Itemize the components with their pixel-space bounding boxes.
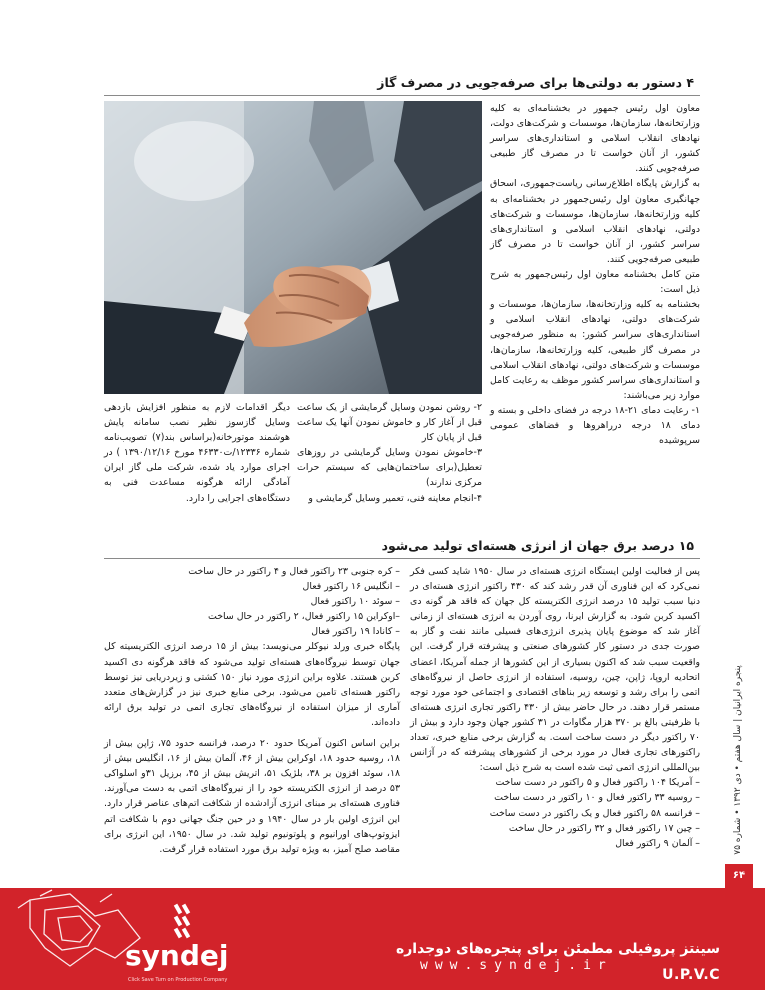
article2-title: ۱۵ درصد برق جهان از انرژی هسته‌ای تولید می‌شود: [381, 537, 694, 553]
ad-slogan-fa: سینتز پروفیلی مطمئن برای پنجره‌های دوجداره: [395, 941, 720, 957]
list-item: – سوئد ۱۰ راکتور فعال: [310, 596, 400, 608]
list-item: –اوکراین ۱۵ راکتور فعال، ۲ راکتور در حال ساخت: [208, 611, 400, 623]
article2-left-para: پایگاه خبری ورلد نیوکلر می‌نویسد: بیش از ۱۵ درصد انرژی الکتریسیته کل جهان توسط نیروگاه‌های هسته‌ای تولید می‌شود که فاقد هرگونه دی اکسید کربن هستند. علاوه براین انرژی مورد نیاز ۱۵۰ کشتی و زیردریایی نیز توسط راکتور هسته‌ای تامین می‌شود. برخی منابع خبری نیز در گزارش‌های متعدد آماری از میزان استفاده از نیروگاه‌های تجاری اتمی در تولید برق ارائه داده‌اند.: [104, 641, 400, 728]
article1-right-para: متن کامل بخشنامه معاون اول رئیس‌جمهور به شرح ذیل است:: [490, 269, 700, 296]
page-number: ۶۴: [725, 864, 753, 888]
article1-mid-para: ۳-خاموش نمودن وسایل گرمایشی در روزهای تعطیل(برای ساختمان‌هایی که سیستم حرات مرکزی ندارند): [297, 447, 482, 489]
article1-right-para: ۱- رعایت دمای ۲۱-۱۸ درجه در فضای داخلی و بسته و دمای ۱۸ درجه درراهروها و فضاهای عمومی سرپوشیده: [490, 404, 701, 447]
list-item: – چین ۱۷ راکتور فعال و ۳۲ راکتور در حال ساخت: [508, 822, 700, 834]
list-item: – آمریکا ۱۰۴ راکتور فعال و ۵ راکتور در دست ساخت: [495, 777, 700, 789]
title-divider: [104, 558, 700, 559]
title-divider: [104, 95, 700, 96]
article1-mid-para: ۴-انجام معاینه فنی، تعمیر وسایل گرمایشی و: [308, 492, 482, 504]
article1-left-column: [104, 400, 290, 518]
article1-right-para: به گزارش پایگاه اطلاع‌رسانی ریاست‌جمهوری، اسحاق جهانگیری معاون اول رئیس‌جمهور در بخشنامه‌ای به کلیه وزارتخانه‌ها، سازمان‌ها، موسسات و شرکت‌های دولتی، نهادهای انقلاب اسلامی و استانداری‌های سراسر کشور، از آنان خواست تا در مصرف گاز طبیعی صرفه‌جویی کنند.: [490, 178, 700, 265]
list-item: – کانادا ۱۹ راکتور فعال: [311, 626, 400, 638]
article2-left-column: [104, 564, 400, 882]
syndej-logo: syndej: [125, 939, 229, 972]
article1-right-column: [490, 101, 700, 521]
article1-left-para: دیگر اقدامات لازم به منظور افزایش بازدهی وسایل گازسوز نظیر نصب سامانه پایش هوشمند موتورخانه(براساس بند(۷) تصویب‌نامه شماره ۱۲۳۳۶/ت۴۶۳۳۰ مورخ ۱۳۹۰/۱۲/۱۶ ) در اجرای موارد یاد شده، شرکت ملی گاز ایران آمادگی ارائه هرگونه مساعدت فنی به دستگاه‌های اجرایی را دارد.: [104, 402, 291, 504]
handshake-photo: [104, 101, 482, 394]
list-item: – انگلیس ۱۶ راکتور فعال: [302, 581, 400, 593]
article1-title-bar: [377, 70, 700, 94]
ad-tagline: Click Save Turn on Production Company: [128, 977, 228, 983]
publication-info: پنجره ایرانیان | سال هفتم • دی ۱۳۹۲ • شماره ۷۵: [733, 665, 743, 855]
article2-right-para: پس از فعالیت اولین ایستگاه انرژی هسته‌ای در سال ۱۹۵۰ شاید کسی فکر نمی‌کرد که این فناوری آن قدر رشد کند که ۴۳۰ راکتور انرژی هسته‌ای در دنیا سبب تولید ۱۵ درصد انرژی الکتریسته کل جهان که فاقد هر گونه دی اکسید کربن شود. به گزارش ایرنا، روی آوردن به انرژی هسته‌ای از زمانی آغاز شد که موضوع پایان پذیری انرژی‌های فسیلی مانند نفت و گاز به صورت جدی در دستور کار کشورهای صنعتی و پیشرفته قرار گرفت. این واقعیت سبب شد که اکنون بسیاری از این کشورها از جمله آمریکا، اعضای اتحادیه اروپا، ژاپن، چین، روسیه، استفاده از انرژی حاصل از نیروگاه‌های اتمی را برای رشد و توسعه زیر بناهای اقتصادی و اجتماعی خود مورد توجه مستمر قرار دهند. در حال حاضر بیش از ۴۳۰ راکتور تجاری انرژی هسته‌ای با ظرفیتی بالغ بر ۳۷۰ هزار مگاوات در ۳۱ کشور جهان وجود دارد و بیش از ۷۰ راکتور دیگر در دست ساخت است. به گزارش برخی منابع خبری، تعداد راکتورهای تجاری فعال در مورد برخی از کشورهای پیشرفته که در آژانس بین‌المللی انرژی اتمی ثبت شده است به شرح ذیل است:: [410, 566, 701, 774]
article1-title: ۴ دستور به دولتی‌ها برای صرفه‌جویی در مصرف گاز: [377, 74, 694, 90]
article1-right-para: معاون اول رئیس جمهور در بخشنامه‌ای به کلیه وزارتخانه‌ها، سازمان‌ها، موسسات و شرکت‌های دولت، نهادهای انقلاب اسلامی و استانداری‌های سراسر کشور، از آنان خواست تا در مصرف گاز طبیعی صرفه‌جویی کنند.: [490, 103, 700, 175]
publication-sidebar: [727, 660, 749, 860]
list-item: – فرانسه ۵۸ راکتور فعال و یک راکتور در دست ساخت: [489, 807, 700, 819]
article2-right-column: [410, 564, 700, 882]
list-item: – آلمان ۹ راکتور فعال: [615, 837, 700, 849]
article1-middle-column: [297, 400, 482, 518]
article1-mid-para: ۲- روشن نمودن وسایل گرمایشی از یک ساعت قبل از آغاز کار و خاموش نمودن آنها یک ساعت قبل از پایان کار: [297, 402, 482, 444]
article2-title-bar: [381, 533, 700, 557]
ad-url-link[interactable]: www.syndej.ir: [420, 958, 613, 973]
ad-slogan-upvc: U.P.V.C: [662, 967, 720, 983]
article1-right-para: بخشنامه به کلیه وزارتخانه‌ها، سازمان‌ها، موسسات و شرکت‌های دولتی، نهادهای انقلاب اسلامی و استانداری‌های سراسر کشور: به منظور صرفه‌جویی در مصرف گاز طبیعی، کلیه وزارتخانه‌ها، سازمان‌ها، موسسات و شرکت‌های دولتی، نهادهای انقلاب اسلامی و استانداری‌های سراسر کشور موظف به رعایت کامل موارد زیر می‌باشند:: [490, 299, 700, 401]
article2-left-para: براین اساس اکنون آمریکا حدود ۲۰ درصد، فرانسه حدود ۷۵، ژاپن بیش از ۱۸، روسیه حدود ۱۸، اوکراین بیش از ۴۶، آلمان بیش از ۱۶، انگلیس بیش از ۱۸، سوئد افزون بر ۳۸، بلژیک ۵۱، اتریش بیش از ۴۵، برزیل ۳۱و اسلواکی ۵۳ درصد از انرژی الکتریسته خود را از نیروگاه‌های اتمی به دست می‌آورند. فناوری هسته‌ای بر مبنای انرژی آزادشده از شکافت اتم‌های عناصر قرار دارد. این انرژی اولین بار در سال ۱۹۴۰ و در حین جنگ جهانی دوم با شکافت اتم ایزوتوپ‌های اورانیوم و پلوتونیوم تولید شد. در سال ۱۹۵۰، این انرژی برای مقاصد صلح آمیز، به ویژه تولید برق مورد استفاده قرار گرفت.: [104, 738, 401, 855]
list-item: – روسیه ۳۳ راکتور فعال و ۱۰ راکتور در دست ساخت: [494, 792, 700, 804]
list-item: – کره جنوبی ۲۳ راکتور فعال و ۴ راکتور در حال ساخت: [188, 566, 400, 577]
